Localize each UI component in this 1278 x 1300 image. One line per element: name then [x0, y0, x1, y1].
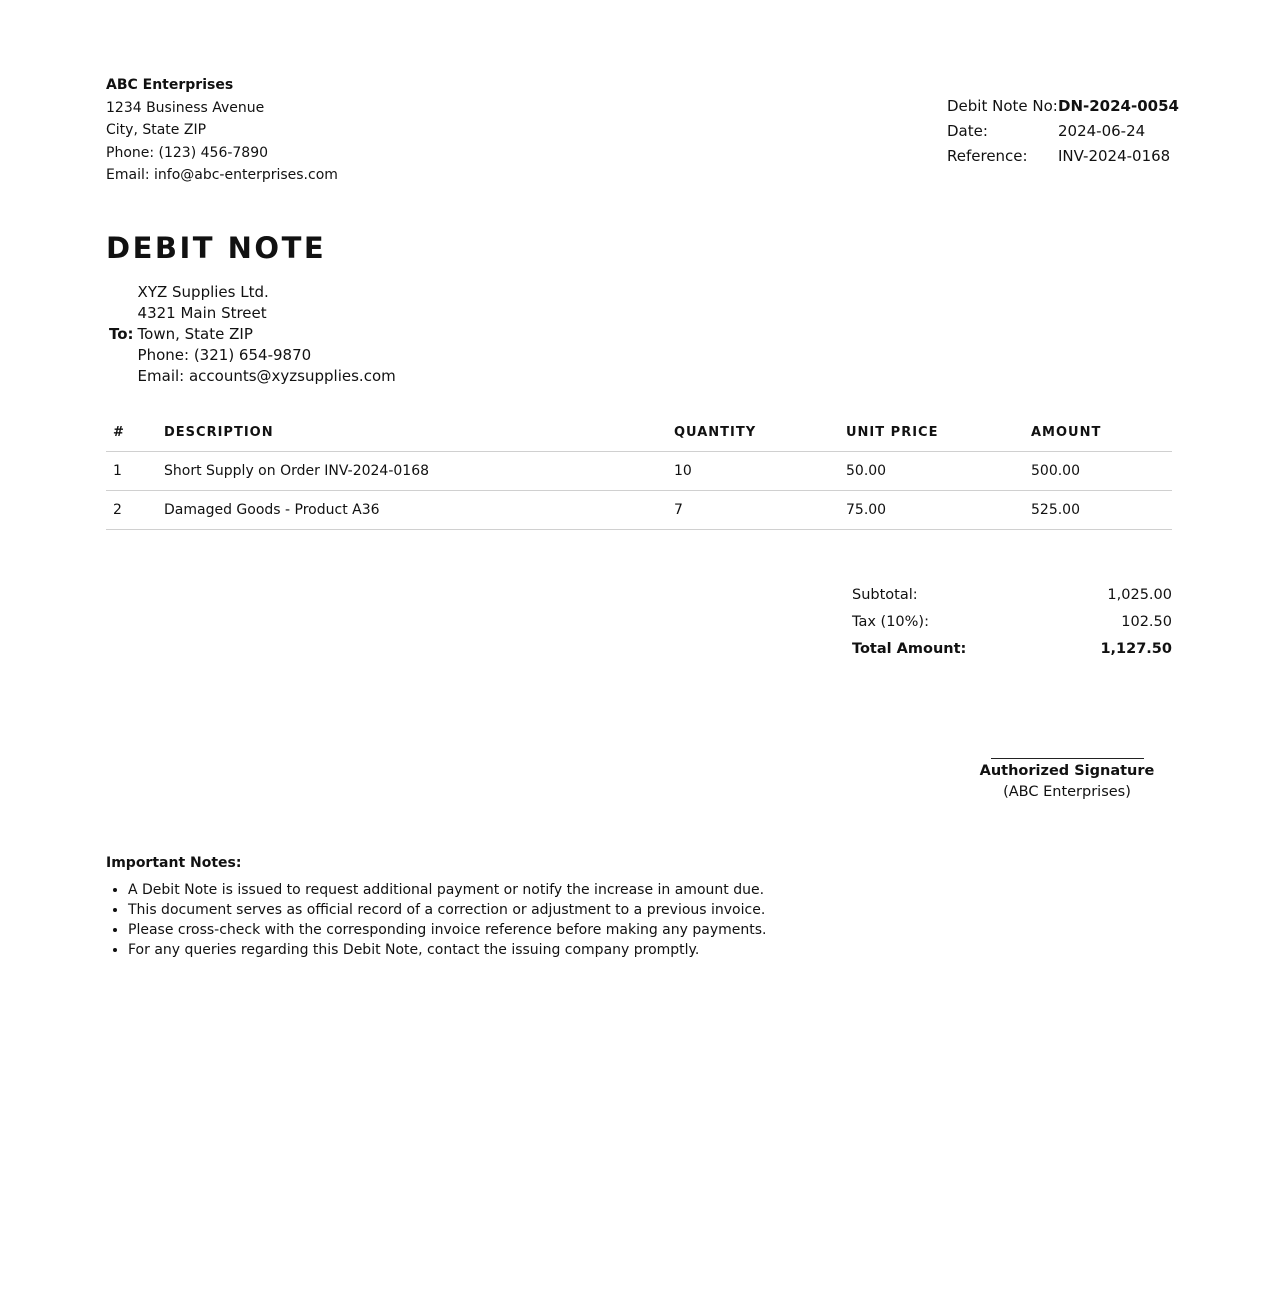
table-row: [106, 491, 1172, 530]
column-header-number: #: [106, 413, 157, 452]
debit-note-no-value: DN-2024-0054: [1058, 97, 1179, 115]
document-title: DEBIT NOTE: [106, 231, 327, 265]
to-label: To:: [109, 325, 134, 343]
subtotal-value: 1,025.00: [1107, 587, 1172, 603]
cell-quantity: 10: [667, 452, 839, 491]
signature-title: Authorized Signature: [979, 763, 1155, 779]
notes-list: [106, 880, 766, 960]
notes-title: Important Notes:: [106, 855, 242, 871]
signature-company: (ABC Enterprises): [1003, 784, 1131, 800]
cell-unit-price: 50.00: [839, 452, 1024, 491]
total-row: [852, 636, 1172, 663]
recipient-email: Email: accounts@xyzsupplies.com: [137, 367, 396, 385]
column-header-unit-price: UNIT PRICE: [839, 413, 1024, 452]
cell-amount: 500.00: [1024, 452, 1172, 491]
cell-quantity: 7: [667, 491, 839, 530]
recipient-address-line1: 4321 Main Street: [137, 304, 267, 322]
column-header-quantity: QUANTITY: [667, 413, 839, 452]
issuer-name: ABC Enterprises: [106, 77, 234, 93]
reference-value: INV-2024-0168: [1058, 147, 1171, 165]
cell-unit-price: 75.00: [839, 491, 1024, 530]
recipient-block: [109, 282, 396, 387]
document-meta: [947, 94, 1179, 169]
meta-row-date: [947, 119, 1179, 144]
issuer-address-line1: 1234 Business Avenue: [106, 99, 265, 116]
list-item: • Please cross-check with the corresponding invoice reference before making any payments.: [128, 920, 766, 940]
subtotal-row: [852, 582, 1172, 609]
list-item: • A Debit Note is issued to request additional payment or notify the increase in amount due.: [128, 880, 766, 900]
tax-label: Tax (10%):: [852, 614, 929, 630]
line-items-table: [106, 413, 1172, 530]
meta-row-reference: [947, 144, 1179, 169]
cell-description: Short Supply on Order INV-2024-0168: [157, 452, 667, 491]
issuer-phone: Phone: (123) 456-7890: [106, 144, 269, 161]
cell-number: 2: [106, 491, 157, 530]
column-header-description: DESCRIPTION: [157, 413, 667, 452]
issuer-block: [106, 74, 338, 187]
recipient-address: [138, 282, 396, 387]
recipient-name: XYZ Supplies Ltd.: [137, 283, 269, 301]
date-label: Date:: [947, 122, 988, 140]
column-header-amount: AMOUNT: [1024, 413, 1172, 452]
total-value: 1,127.50: [1100, 641, 1172, 657]
cell-number: 1: [106, 452, 157, 491]
tax-value: 102.50: [1121, 614, 1172, 630]
issuer-address-line2: City, State ZIP: [106, 122, 207, 138]
date-value: 2024-06-24: [1058, 122, 1146, 140]
subtotal-label: Subtotal:: [852, 587, 918, 603]
recipient-address-line2: Town, State ZIP: [137, 325, 253, 343]
debit-note-no-label: Debit Note No:: [947, 97, 1058, 115]
list-item: • This document serves as official record of a correction or adjustment to a previous invoice.: [128, 900, 766, 920]
total-label: Total Amount:: [852, 641, 967, 657]
list-item: • For any queries regarding this Debit Note, contact the issuing company promptly.: [128, 940, 766, 960]
table-row: [106, 452, 1172, 491]
signature-line: [991, 740, 1144, 759]
cell-description: Damaged Goods - Product A36: [157, 491, 667, 530]
cell-amount: 525.00: [1024, 491, 1172, 530]
reference-label: Reference:: [947, 147, 1028, 165]
notes-section: [106, 852, 766, 960]
recipient-phone: Phone: (321) 654-9870: [137, 346, 312, 364]
meta-row-number: [947, 94, 1179, 119]
table-header-row: [106, 413, 1172, 452]
signature-block: [978, 740, 1156, 803]
issuer-email: Email: info@abc-enterprises.com: [106, 167, 338, 183]
tax-row: [852, 609, 1172, 636]
totals-block: [852, 582, 1172, 663]
